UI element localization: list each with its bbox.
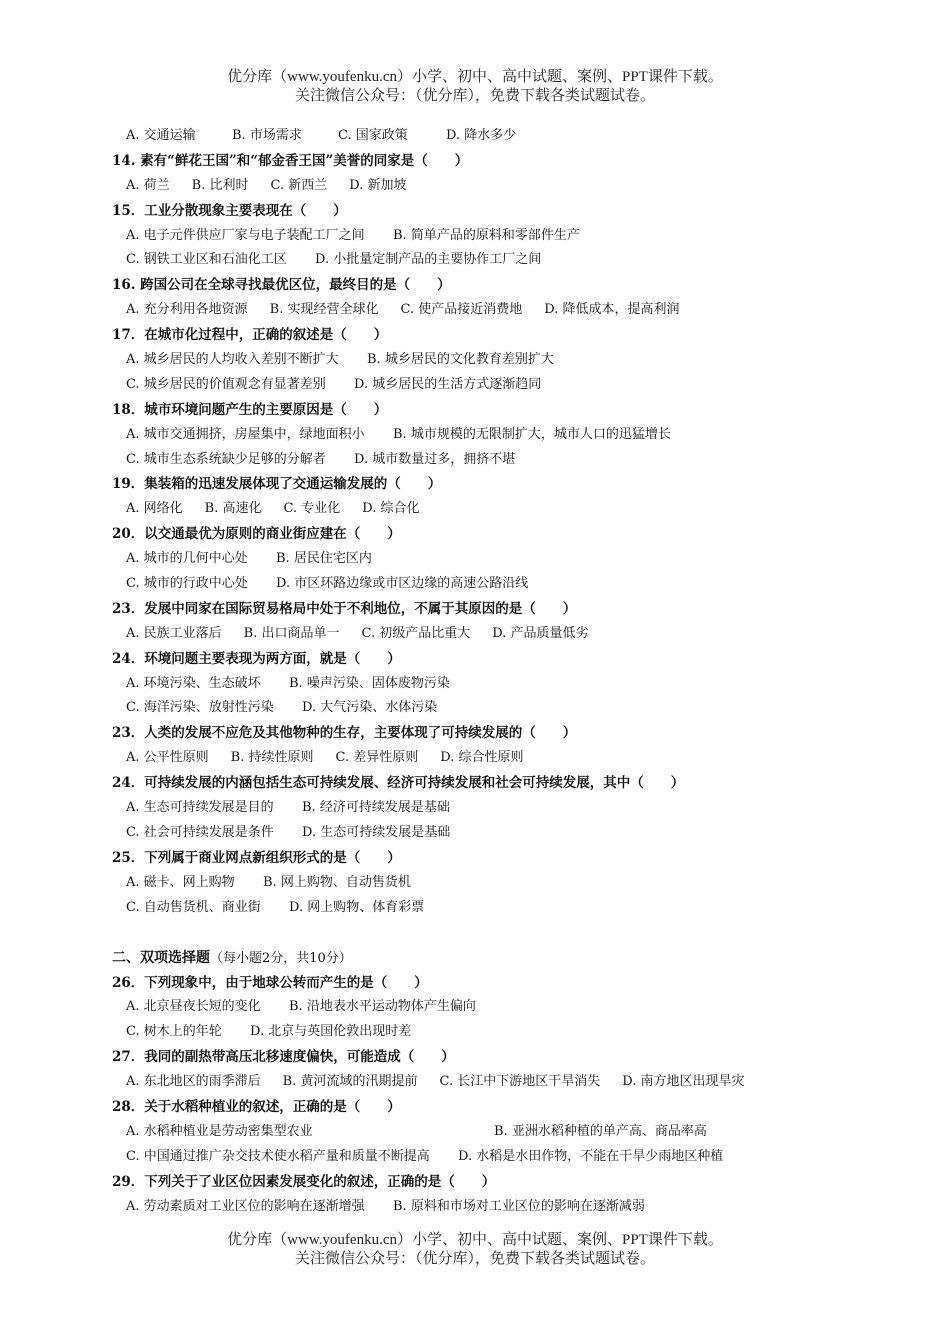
option-b: B. 黄河流域的汛期提前 (282, 1074, 418, 1090)
option-a: A. 城市的几何中心处 (126, 551, 248, 567)
option-b: D. 城乡居民的生活方式逐渐趋同 (354, 376, 542, 392)
option-b: D. 北京与英国伦敦出现时差 (250, 1024, 412, 1040)
question-stem: 17．在城市化过程中，正确的叙述是（ ） (112, 327, 388, 344)
option-row (112, 1145, 802, 1170)
option-a: C. 自动售货机、商业街 (126, 899, 261, 915)
option-b: B. 网上购物、自动售货机 (263, 874, 411, 890)
q13-option-d: D. 降水多少 (446, 128, 517, 143)
option-row (112, 373, 802, 398)
option-c: C. 新西兰 (270, 177, 328, 193)
option-row (112, 796, 802, 821)
question-stem: 27．我同的副热带高压北移速度偏快，可能造成（ ） (112, 1049, 455, 1066)
option-d: D. 产品质量低劣 (492, 625, 589, 641)
option-b: D. 水稻是水田作物，不能在干旱少雨地区种植 (458, 1148, 724, 1164)
option-d: D. 南方地区出现旱灾 (622, 1074, 745, 1090)
option-b: B. 居民住宅区内 (276, 551, 372, 567)
question-stem: 20．以交通最优为原则的商业街应建在（ ） (112, 526, 401, 543)
option-a: A. 充分利用各地资源 (126, 302, 248, 318)
option-b: D. 小批量定制产品的主要协作工厂之间 (315, 252, 542, 268)
part2-note: （每小题2分，共10分） (210, 950, 352, 966)
option-d: D. 综合化 (362, 501, 420, 517)
part1-questions (112, 149, 802, 921)
option-row (112, 572, 802, 597)
option-a: A. 民族工业落后 (126, 625, 222, 641)
option-a: C. 城乡居民的价值观念有显著差别 (126, 376, 326, 392)
option-row (112, 1120, 802, 1145)
question-stem: 18．城市环境问题产生的主要原因是（ ） (112, 401, 388, 418)
header-line-2: 关注微信公众号：（优分库），免费下载各类试题试卷。 (294, 88, 655, 104)
option-a: A. 生态可持续发展是目的 (126, 800, 274, 816)
option-d: D. 新加坡 (349, 177, 407, 193)
option-row (112, 224, 802, 249)
option-row (112, 348, 802, 373)
option-row (112, 896, 802, 921)
option-b: B. 城乡居民的文化教育差别扩大 (367, 352, 554, 368)
part2-title: 二、双项选择题 (112, 949, 210, 966)
header-line-1: 优分库（www.youfenku.cn）小学、初中、高中试题、案例、PPT课件下载。 (227, 69, 723, 85)
option-a: A. 东北地区的雨季滞后 (126, 1074, 261, 1090)
option-row (112, 448, 802, 473)
q13-options (112, 124, 802, 149)
option-row (112, 746, 802, 771)
option-b: B. 经济可持续发展是基础 (302, 800, 450, 816)
option-row (112, 174, 802, 199)
question-stem: 23．发展中同家在国际贸易格局中处于不利地位，不属于其原因的是（ ） (112, 600, 577, 617)
footer-line-1: 优分库（www.youfenku.cn）小学、初中、高中试题、案例、PPT课件下载。 (227, 1232, 723, 1248)
option-row (112, 423, 802, 448)
option-row (112, 547, 802, 572)
option-row (112, 298, 802, 323)
option-row (112, 497, 802, 522)
option-a: A. 环境污染、生态破坏 (126, 675, 261, 691)
option-a: C. 中国通过推广杂交技术使水稻产量和质量不断提高 (126, 1148, 430, 1164)
part2-heading (112, 945, 802, 971)
option-c: C. 差异性原则 (335, 750, 419, 766)
option-row (112, 821, 802, 846)
option-a: A. 北京昼夜长短的变化 (126, 999, 261, 1015)
option-row (112, 871, 802, 896)
option-a: A. 网络化 (126, 501, 183, 517)
option-d: D. 降低成本，提高利润 (544, 302, 680, 318)
option-b: B. 原料和市场对工业区位的影响在逐渐减弱 (393, 1198, 645, 1214)
option-c: C. 使产品接近消费地 (400, 302, 523, 318)
option-a: A. 城乡居民的人均收入差别不断扩大 (126, 352, 339, 368)
question-stem: 28．关于水稻种植业的叙述，正确的是（ ） (112, 1098, 401, 1115)
question-stem: 25．下列属于商业网点新组织形式的是（ ） (112, 849, 401, 866)
option-b: B. 出口商品单一 (243, 625, 340, 641)
question-stem: 19．集装箱的迅速发展体现了交通运输发展的（ ） (112, 476, 442, 493)
exam-content (112, 124, 802, 1219)
q13-option-a: A. 交通运输 (126, 128, 196, 143)
option-row (112, 995, 802, 1020)
question-stem: 16. 跨国公司在全球寻找最优区位，最终目的是（ ） (112, 277, 451, 294)
option-b: D. 市区环路边缘或市区边缘的高速公路沿线 (276, 576, 529, 592)
option-b: B. 城市规模的无限制扩大，城市人口的迅猛增长 (393, 426, 671, 442)
option-a: A. 水稻种植业是劳动密集型农业 (126, 1123, 313, 1139)
option-row (112, 1070, 802, 1095)
option-b: B. 实现经营全球化 (269, 302, 379, 318)
option-b: B. 噪声污染、固体废物污染 (289, 675, 450, 691)
option-d: D. 综合性原则 (440, 750, 524, 766)
option-b: B. 比利时 (191, 177, 249, 193)
option-row (112, 248, 802, 273)
question-stem: 29．下列关于了业区位因素发展变化的叙述，正确的是（ ） (112, 1173, 496, 1190)
option-b: D. 大气污染、水体污染 (302, 700, 438, 716)
page-footer (0, 1231, 950, 1269)
question-stem: 24．环境问题主要表现为两方面，就是（ ） (112, 650, 401, 667)
option-row (112, 622, 802, 647)
option-b: B. 高速化 (204, 501, 262, 517)
option-c: C. 专业化 (283, 501, 341, 517)
question-stem: 15．工业分散现象主要表现在（ ） (112, 202, 347, 219)
option-row (112, 1195, 802, 1220)
question-stem: 23．人类的发展不应危及其他物种的生存，主要体现了可持续发展的（ ） (112, 725, 577, 742)
question-stem: 14. 素有“鲜花王国”和“郁金香王国”美誉的同家是（ ） (112, 152, 469, 169)
option-a: C. 城市的行政中心处 (126, 576, 248, 592)
option-c: C. 长江中下游地区干旱消失 (439, 1074, 601, 1090)
option-a: A. 城市交通拥挤，房屋集中，绿地面积小 (126, 426, 365, 442)
option-a: A. 荷兰 (126, 177, 170, 193)
option-a: C. 社会可持续发展是条件 (126, 824, 274, 840)
question-stem: 24．可持续发展的内涵包括生态可持续发展、经济可持续发展和社会可持续发展，其中（ ） (112, 775, 685, 792)
q13-option-c: C. 国家政策 (338, 128, 408, 143)
option-b: B. 简单产品的原料和零部件生产 (393, 227, 580, 243)
option-a: A. 磁卡、网上购物 (126, 874, 235, 890)
question-stem: 26．下列现象中，由于地球公转而产生的是（ ） (112, 974, 428, 991)
option-a: A. 劳动素质对工业区位的影响在逐渐增强 (126, 1198, 365, 1214)
option-b: B. 持续性原则 (230, 750, 314, 766)
option-row (112, 672, 802, 697)
footer-line-2: 关注微信公众号：（优分库），免费下载各类试题试卷。 (294, 1251, 655, 1267)
option-row (112, 1020, 802, 1045)
option-b: B. 亚洲水稻种植的单产高、商品率高 (494, 1123, 707, 1139)
option-b: B. 沿地表水平运动物体产生偏向 (289, 999, 476, 1015)
option-a: A. 电子元件供应厂家与电子装配工厂之间 (126, 227, 365, 243)
option-b: D. 城市数量过多，拥挤不堪 (354, 451, 516, 467)
option-row (112, 696, 802, 721)
page-header (0, 68, 950, 106)
q13-option-b: B. 市场需求 (232, 128, 302, 143)
option-b: D. 网上购物、体育彩票 (289, 899, 425, 915)
option-a: A. 公平性原则 (126, 750, 209, 766)
option-a: C. 海洋污染、放射性污染 (126, 700, 274, 716)
option-a: C. 城市生态系统缺少足够的分解者 (126, 451, 326, 467)
part2-questions (112, 971, 802, 1220)
option-b: D. 生态可持续发展是基础 (302, 824, 451, 840)
option-c: C. 初级产品比重大 (361, 625, 471, 641)
option-a: C. 钢铁工业区和石油化工区 (126, 252, 287, 268)
option-a: C. 树木上的年轮 (126, 1024, 222, 1040)
